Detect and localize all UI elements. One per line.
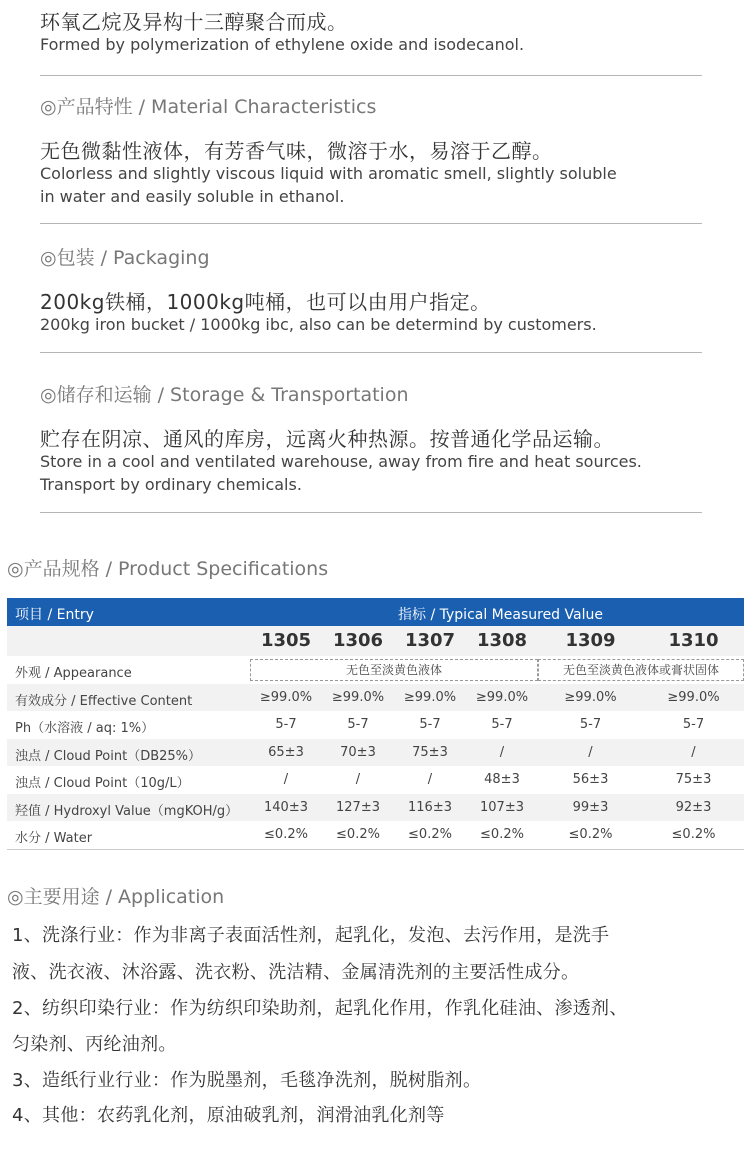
row-label: Ph（水溶液 / aq: 1%） bbox=[15, 721, 155, 736]
cell: 127±3 bbox=[336, 799, 380, 815]
row-label: 外观 / Appearance bbox=[15, 666, 132, 681]
entry-column-header: 项目 / Entry bbox=[15, 607, 94, 623]
application-line: 2、纺织印染行业：作为纺织印染助剂，起乳化作用，作乳化硅油、渗透剂、 bbox=[12, 998, 628, 1019]
table-header bbox=[7, 598, 744, 626]
cell: ≤0.2% bbox=[264, 827, 308, 842]
cell: 5-7 bbox=[275, 717, 297, 732]
table-row bbox=[7, 766, 744, 794]
cell: / bbox=[283, 772, 289, 787]
row-label: 有效成分 / Effective Content bbox=[15, 693, 193, 709]
spec-table bbox=[7, 598, 744, 850]
storage-heading: ◎储存和运输 / Storage & Transportation bbox=[40, 384, 409, 406]
code-1309: 1309 bbox=[565, 630, 616, 651]
specs-heading: ◎产品规格 / Product Specifications bbox=[7, 558, 329, 580]
cell: ≤0.2% bbox=[408, 827, 452, 842]
cell: ≤0.2% bbox=[568, 827, 613, 842]
storage-en-2: Transport by ordinary chemicals. bbox=[40, 475, 302, 494]
code-1306: 1306 bbox=[332, 630, 384, 651]
cell: 75±3 bbox=[675, 772, 712, 787]
row-label: 水分 / Water bbox=[15, 831, 93, 846]
table-row bbox=[7, 739, 744, 767]
intro-en: Formed by polymerization of ethylene oxide and isodecanol. bbox=[40, 35, 525, 54]
cell: ≥99.0% bbox=[331, 689, 385, 705]
value-column-header: 指标 / Typical Measured Value bbox=[398, 607, 603, 623]
row-label: 浊点 / Cloud Point（10g/L） bbox=[15, 776, 190, 791]
row-label: 浊点 / Cloud Point（DB25%） bbox=[15, 748, 202, 764]
cell: ≤0.2% bbox=[336, 827, 380, 842]
packaging-en: 200kg iron bucket / 1000kg ibc, also can be determind by customers. bbox=[40, 315, 597, 334]
storage-zh: 贮存在阴凉、通风的库房，远离火种热源。按普通化学品运输。 bbox=[40, 427, 614, 451]
application-line: 液、洗衣液、沐浴露、洗衣粉、洗洁精、金属清洗剂的主要活性成分。 bbox=[12, 962, 580, 983]
divider bbox=[40, 352, 702, 353]
divider bbox=[40, 223, 702, 224]
cell: / bbox=[355, 772, 361, 787]
row-label: 羟值 / Hydroxyl Value（mgKOH/g） bbox=[15, 803, 239, 819]
table-row bbox=[7, 684, 744, 712]
cell: 140±3 bbox=[264, 799, 308, 815]
application-heading: ◎主要用途 / Application bbox=[7, 886, 225, 908]
packaging-heading: ◎包装 / Packaging bbox=[40, 247, 210, 269]
cell: 48±3 bbox=[484, 772, 520, 787]
cell: 5-7 bbox=[491, 717, 513, 732]
divider bbox=[40, 512, 702, 513]
cell: 5-7 bbox=[347, 717, 369, 732]
application-line: 4、其他：农药乳化剂，原油破乳剂，润滑油乳化剂等 bbox=[12, 1105, 445, 1126]
cell: 5-7 bbox=[682, 717, 705, 732]
cell: 5-7 bbox=[419, 717, 441, 732]
divider bbox=[40, 75, 702, 76]
table-row bbox=[7, 821, 744, 849]
cell: / bbox=[588, 744, 593, 760]
table-bottom-rule bbox=[7, 849, 744, 850]
code-1305: 1305 bbox=[260, 630, 312, 651]
characteristics-en-1: Colorless and slightly viscous liquid with aromatic smell, slightly soluble bbox=[40, 164, 617, 183]
table-row bbox=[7, 656, 744, 684]
cell: ≤0.2% bbox=[480, 827, 524, 842]
packaging-zh: 200kg铁桶，1000kg吨桶，也可以由用户指定。 bbox=[40, 290, 491, 314]
cell: ≥99.0% bbox=[403, 689, 457, 705]
code-1307: 1307 bbox=[404, 630, 456, 651]
cell: 75±3 bbox=[412, 744, 448, 760]
characteristics-heading: ◎产品特性 / Material Characteristics bbox=[40, 96, 377, 118]
cell: 107±3 bbox=[480, 799, 524, 815]
storage-en-1: Store in a cool and ventilated warehouse, away from fire and heat sources. bbox=[40, 452, 642, 471]
cell: 92±3 bbox=[675, 799, 712, 815]
cell: 116±3 bbox=[408, 799, 452, 815]
characteristics-en-2: in water and easily soluble in ethanol. bbox=[40, 187, 345, 206]
table-row bbox=[7, 711, 744, 739]
appearance-value-b: 无色至淡黄色液体或膏状固体 bbox=[538, 659, 744, 681]
cell: 99±3 bbox=[572, 799, 609, 815]
cell: 70±3 bbox=[340, 744, 376, 760]
application-line: 匀染剂、丙纶油剂。 bbox=[12, 1034, 177, 1055]
cell: 65±3 bbox=[268, 744, 304, 760]
cell: / bbox=[499, 744, 505, 760]
cell: ≤0.2% bbox=[671, 827, 716, 842]
cell: ≥99.0% bbox=[259, 689, 313, 705]
model-codes-row bbox=[7, 626, 744, 656]
appearance-value-a: 无色至淡黄色液体 bbox=[250, 659, 538, 681]
cell: ≥99.0% bbox=[564, 689, 617, 705]
cell: 56±3 bbox=[572, 772, 609, 787]
cell: 5-7 bbox=[579, 717, 602, 732]
cell: ≥99.0% bbox=[475, 689, 529, 705]
application-line: 3、造纸行业行业：作为脱墨剂，毛毯净洗剂，脱树脂剂。 bbox=[12, 1070, 482, 1091]
cell: / bbox=[691, 744, 696, 760]
cell: / bbox=[427, 772, 433, 787]
table-row bbox=[7, 794, 744, 822]
cell: ≥99.0% bbox=[667, 689, 720, 705]
application-line: 1、洗涤行业：作为非离子表面活性剂，起乳化，发泡、去污作用，是洗手 bbox=[12, 925, 610, 946]
code-1310: 1310 bbox=[668, 630, 719, 651]
code-1308: 1308 bbox=[476, 630, 528, 651]
intro-zh: 环氧乙烷及异构十三醇聚合而成。 bbox=[40, 10, 348, 34]
characteristics-zh: 无色微黏性液体，有芳香气味，微溶于水，易溶于乙醇。 bbox=[40, 139, 553, 163]
